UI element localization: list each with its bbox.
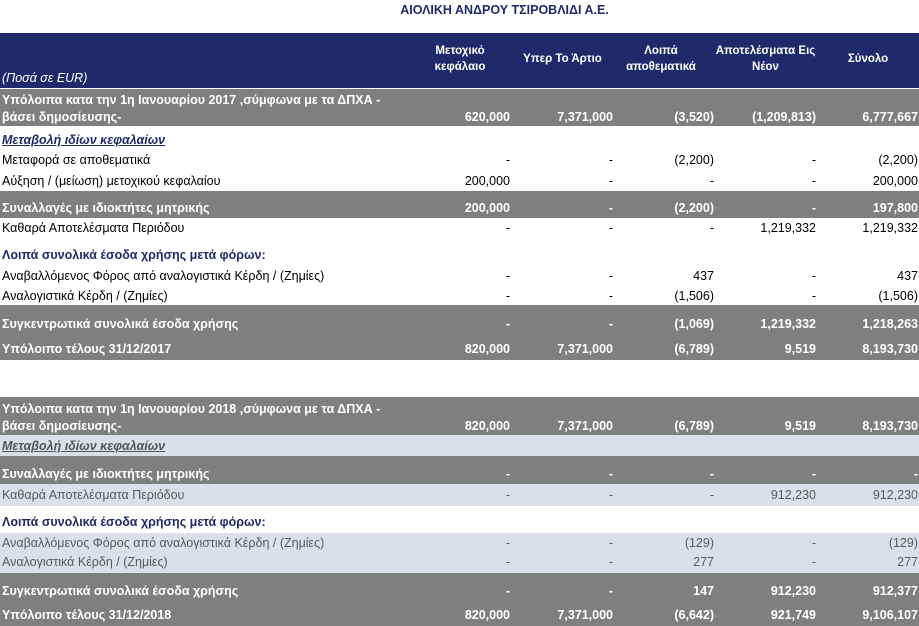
table-row: Αύξηση / (μείωση) μετοχικού κεφαλαίου 200,000 - - - 200,000: [2, 174, 918, 188]
section-heading: Μεταβολή ιδίων κεφαλαίων: [2, 133, 166, 147]
table-row: Συναλλαγές με ιδιοκτήτες μητρικής - - - - -: [0, 456, 919, 484]
table-row: Υπόλοιπα κατα την 1η Ιανουαρίου 2018 ,σύμφωνα με τα ΔΠΧΑ - βάσει δημοσίευσης- 820,000 7,371,000 (6,789) 9,519 8,193,730: [0, 397, 919, 435]
col-header-total: Σύνολο: [847, 53, 889, 65]
table-header: [0, 33, 919, 88]
company-name: ΑΙΟΛΙΚΗ ΑΝΔΡΟΥ ΤΣΙΡΟΒΛΙΔΙ Α.Ε.: [400, 3, 609, 17]
section-heading: Λοιπά συνολικά έσοδα χρήσης μετά φόρων:: [2, 515, 266, 529]
table-row: Υπόλοιπο τέλους 31/12/2018 820,000 7,371,000 (6,642) 921,749 9,106,107: [0, 605, 919, 626]
col-header-share-premium: Υπερ Το Άρτιο: [523, 53, 602, 65]
table-row: Μεταφορά σε αποθεματικά - - (2,200) - (2,200): [2, 153, 918, 167]
table-row: Υπόλοιπα κατα την 1η Ιανουαρίου 2017 ,σύμφωνα με τα ΔΠΧΑ - βάσει δημοσίευσης- 620,000 7,371,000 (3,520) (1,209,813) 6,777,667: [0, 89, 919, 126]
col-header-retained-earnings: Αποτελέσματα Εις Νέον: [715, 45, 816, 73]
section-heading: Μεταβολή ιδίων κεφαλαίων: [0, 435, 919, 456]
col-header-share-capital: Μετοχικό κεφάλαιο: [434, 45, 486, 73]
table-row: Αναβαλλόμενος Φόρος από αναλογιστικά Κέρδη / (Ζημίες) - - 437 - 437: [2, 269, 918, 283]
table-row-group: Αναβαλλόμενος Φόρος από αναλογιστικά Κέρδη / (Ζημίες) - - (129) - (129) Αναλογιστικά Κέρδη / (Ζημίες) - - 277 - 277: [0, 533, 919, 573]
col-header-other-reserves: Λοιπά αποθεματικά: [626, 45, 696, 73]
currency-unit-label: (Ποσά σε EUR): [2, 71, 88, 85]
table-row: Συγκεντρωτικά συνολικά έσοδα χρήσης - - 147 912,230 912,377: [0, 573, 919, 605]
table-row: Αναλογιστικά Κέρδη / (Ζημίες) - - (1,506) - (1,506): [2, 289, 918, 303]
table-row: Συναλλαγές με ιδιοκτήτες μητρικής 200,000 - (2,200) - 197,800: [0, 191, 919, 218]
table-row: Υπόλοιπο τέλους 31/12/2017 820,000 7,371,000 (6,789) 9,519 8,193,730: [0, 337, 919, 360]
table-row: Καθαρά Αποτελέσματα Περιόδου - - - 1,219,332 1,219,332: [2, 221, 918, 235]
section-heading: Λοιπά συνολικά έσοδα χρήσης μετά φόρων:: [2, 248, 266, 262]
table-row: Συγκεντρωτικά συνολικά έσοδα χρήσης - - (1,069) 1,219,332 1,218,263: [0, 305, 919, 337]
table-row: Καθαρά Αποτελέσματα Περιόδου - - - 912,230 912,230: [0, 484, 919, 506]
